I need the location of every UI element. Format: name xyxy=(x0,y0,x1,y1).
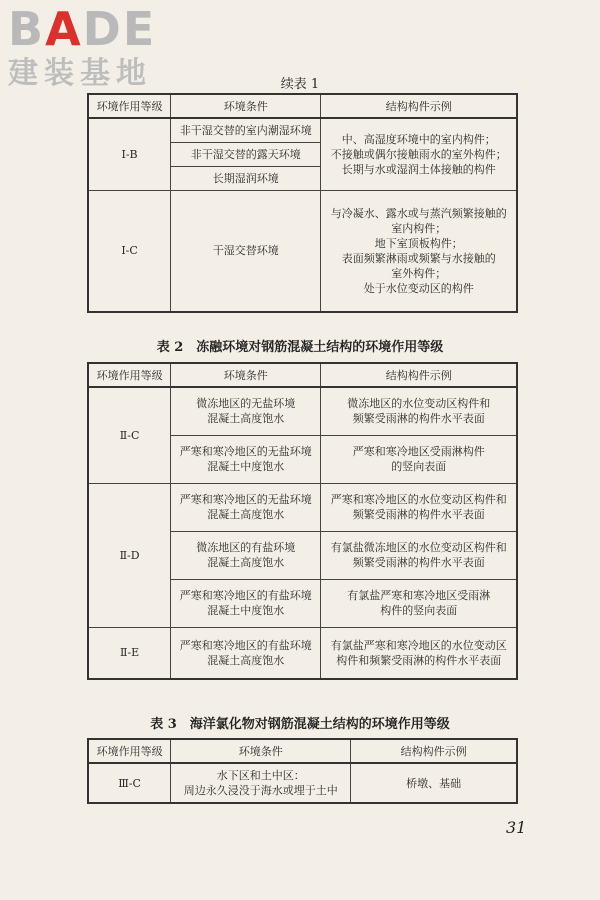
table1-header-condition: 环境条件 xyxy=(171,94,321,118)
condition-cell: 非干湿交替的室内潮湿环境 xyxy=(171,118,321,142)
table2-header-condition: 环境条件 xyxy=(171,363,321,387)
condition-cell: 长期湿润环境 xyxy=(171,166,321,190)
example-cell: 有氯盐严寒和寒冷地区受雨淋 构件的竖向表面 xyxy=(321,579,517,627)
table3-header-grade: 环境作用等级 xyxy=(88,739,171,763)
table3 xyxy=(87,738,518,804)
grade-cell: Ⅲ-C xyxy=(88,763,171,803)
table1 xyxy=(87,93,518,313)
table2-header-example: 结构构件示例 xyxy=(321,363,517,387)
example-cell: 有氯盐微冻地区的水位变动区构件和 频繁受雨淋的构件水平表面 xyxy=(321,531,517,579)
grade-cell: I-B xyxy=(88,118,171,190)
logo-subtitle: 建装基地 xyxy=(8,56,152,91)
grade-cell: I-C xyxy=(88,190,171,312)
table2-caption: 表 2 冻融环境对钢筋混凝土结构的环境作用等级 xyxy=(156,340,444,355)
example-cell: 严寒和寒冷地区受雨淋构件 的竖向表面 xyxy=(321,435,517,483)
table3-header-example: 结构构件示例 xyxy=(351,739,517,763)
condition-cell: 严寒和寒冷地区的无盐环境 混凝土中度饱水 xyxy=(171,435,321,483)
example-cell: 桥墩、基础 xyxy=(351,763,517,803)
table2-header-grade: 环境作用等级 xyxy=(88,363,171,387)
example-cell: 严寒和寒冷地区的水位变动区构件和 频繁受雨淋的构件水平表面 xyxy=(321,483,517,531)
table1-header-grade: 环境作用等级 xyxy=(88,94,171,118)
condition-cell: 微冻地区的无盐环境 混凝土高度饱水 xyxy=(171,387,321,435)
table2 xyxy=(87,362,518,680)
example-cell: 与冷凝水、露水或与蒸汽频繁接触的 室内构件； 地下室顶板构件； 表面频繁淋雨或频繁与水接触的 室外构件； 处于水位变动区的构件 xyxy=(321,190,517,312)
grade-cell: Ⅱ-D xyxy=(88,483,171,627)
condition-cell: 微冻地区的有盐环境 混凝土高度饱水 xyxy=(171,531,321,579)
table1-caption: 续表 1 xyxy=(280,77,320,92)
example-cell: 中、高湿度环境中的室内构件； 不接触或偶尔接触雨水的室外构件； 长期与水或湿润土体接触的构件 xyxy=(321,118,517,190)
condition-cell: 水下区和土中区： 周边永久浸没于海水或埋于土中 xyxy=(171,763,351,803)
condition-cell: 严寒和寒冷地区的无盐环境 混凝土高度饱水 xyxy=(171,483,321,531)
condition-cell: 严寒和寒冷地区的有盐环境 混凝土高度饱水 xyxy=(171,627,321,679)
example-cell: 有氯盐严寒和寒冷地区的水位变动区 构件和频繁受雨淋的构件水平表面 xyxy=(321,627,517,679)
condition-cell: 严寒和寒冷地区的有盐环境 混凝土中度饱水 xyxy=(171,579,321,627)
table3-caption: 表 3 海洋氯化物对钢筋混凝土结构的环境作用等级 xyxy=(150,717,450,732)
example-cell: 微冻地区的水位变动区构件和 频繁受雨淋的构件水平表面 xyxy=(321,387,517,435)
table1-header-example: 结构构件示例 xyxy=(321,94,517,118)
logo-wordmark: BADE xyxy=(8,2,157,56)
condition-cell: 非干湿交替的露天环境 xyxy=(171,142,321,166)
table3-header-condition: 环境条件 xyxy=(171,739,351,763)
page-number: 31 xyxy=(506,818,527,837)
grade-cell: Ⅱ-C xyxy=(88,387,171,483)
condition-cell: 干湿交替环境 xyxy=(171,190,321,312)
grade-cell: Ⅱ-E xyxy=(88,627,171,679)
